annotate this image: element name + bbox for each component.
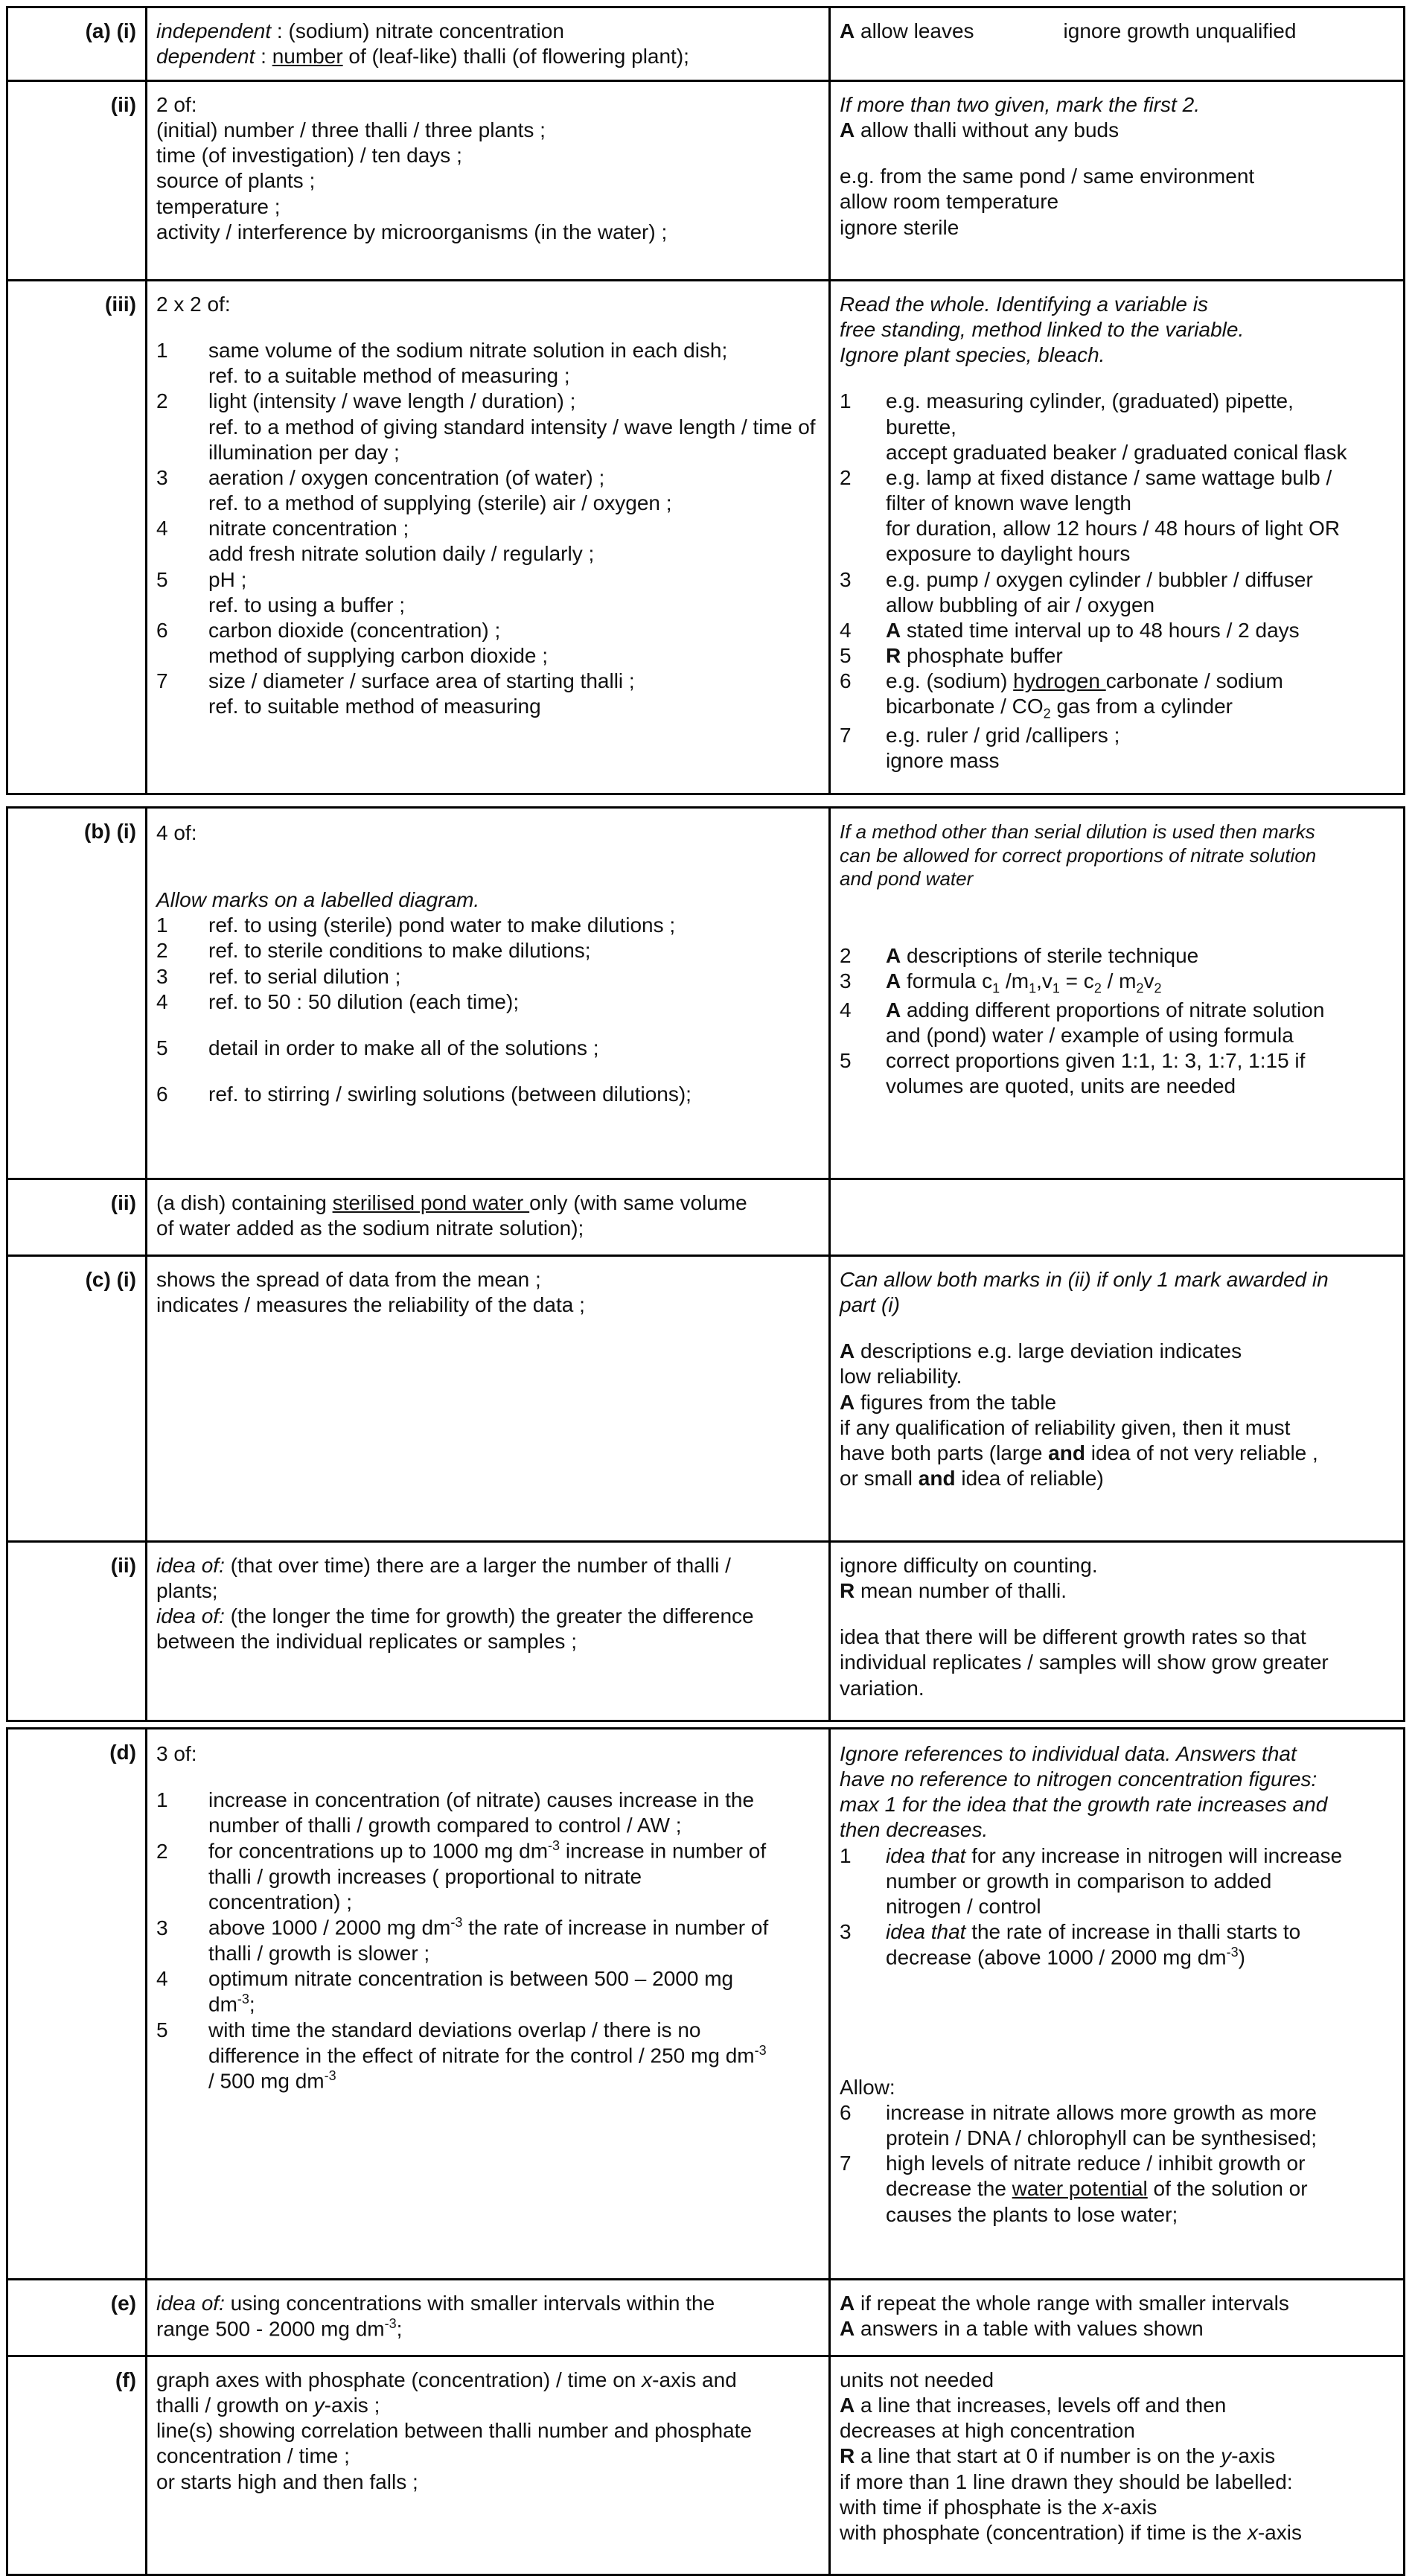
guidance-cell: Ignore references to individual data. Answers that have no reference to nitrogen concentration figures: max 1 for the idea that the growth rate increases and then decreases. 1 idea that for any increase in nitrogen will increase number or growth in comparison to added nitrogen / control 3 idea that the rate of increase in thalli starts to decrease (above 1000 / 2000 mg $dm^{-3}$) Allow: 6 increase in nitrate allows more growth as more protein / DNA / chlorophyll can be synthesised; 7 high levels of nitrate reduce / inhibit growth or decrease the water potential of the solution or causes the plants to lose water; bbox=[840, 1742, 1343, 2226]
guidance-cell: Can allow both marks in (ii) if only 1 mark awarded in part (i) A descriptions e.g. large deviation indicates low reliability. A figures from the table if any qualification of reliability given, then it must have both parts (large and idea of not very reliable , or small and idea of reliable) bbox=[840, 1268, 1329, 1491]
question-label: (ii) bbox=[8, 1180, 147, 1254]
list-item: 2 ref. to sterile conditions to make dilutions; bbox=[156, 939, 591, 963]
mark-scheme-table-a bbox=[6, 6, 1405, 795]
guidance-cell: ignore difficulty on counting. R mean number of thalli. idea that there will be different growth rates so that individual replicates / samples will show grow greater variation. bbox=[840, 1554, 1329, 1700]
row-e bbox=[8, 2278, 1403, 2355]
list-item: 2 light (intensity / wave length / duration) ; bbox=[156, 389, 576, 413]
question-label: (b) (i) bbox=[8, 809, 147, 1178]
guidance-cell: Read the whole. Identifying a variable is free standing, method linked to the variable. Ignore plant species, bleach. 1 e.g. measuring cylinder, (graduated) pipette, burette, accept graduated beaker / graduated conical flask 2 e.g. lamp at fixed distance / same wattage bulb / filter of known wave length for duration, allow 12 hours / 48 hours of light OR exposure to daylight hours 3 e.g. pump / oxygen cylinder / bubbler / diffuser allow bubbling of air / oxygen 4 A stated time interval up to 48 hours / 2 days 5 R phosphate buffer 6 e.g. (sodium) hydrogen carbonate / sodium bicarbonate / $CO_2$ gas from a cylinder 7 e.g. ruler / grid /callipers ; ignore mass bbox=[840, 293, 1347, 773]
question-label: (c) (i) bbox=[8, 1257, 147, 1540]
mark-scheme-table-def bbox=[6, 1727, 1405, 2576]
row-a-iii bbox=[8, 279, 1403, 793]
row-c-ii bbox=[8, 1540, 1403, 1720]
answer-cell: 3 of: 1 increase in concentration (of nitrate) causes increase in the number of thalli / growth compared to control / AW ; 2 for concentrations up to 1000 mg $dm^{-3}$ increase in number of thalli / growth increases ( proportional to nitrate concentration) ; 3 above 1000 / 2000 mg $dm^{-3}$ the rate of increase in number of thalli / growth is slower ; 4 optimum nitrate concentration is between 500 – 2000 mg $dm^{-3}$; 5 with time the standard deviations overlap / there is no difference in the effect of nitrate for the control / 250 mg $dm^{-3}$ / 500 mg $dm^{-3}$ bbox=[147, 1729, 831, 2278]
list-item: 3 ref. to serial dilution ; bbox=[156, 964, 401, 988]
row-d bbox=[8, 1729, 1403, 2278]
answer-cell: 2 x 2 of: 1 same volume of the sodium nitrate solution in each dish; ref. to a suitable method of measuring ; 2 light (intensity / wave length / duration) ; ref. to a method of giving standard intensity / wave length / time of illumination per day ; 3 aeration / oxygen concentration (of water) ; ref. to a method of supplying (sterile) air / oxygen ; 4 nitrate concentration ; add fresh nitrate solution daily / regularly ; 5 pH ; ref. to using a buffer ; 6 carbon dioxide (concentration) ; method of supplying carbon dioxide ; 7 size / diameter / surface area of starting thalli ; ref. to suitable method of measuring bbox=[147, 281, 831, 793]
answer-cell: independent : (sodium) nitrate concentration dependent : number of (leaf-like) thalli (of flowering plant); bbox=[147, 8, 831, 80]
guidance-cell: A allow leaves ignore growth unqualified bbox=[840, 19, 1297, 42]
question-label: (f) bbox=[8, 2357, 147, 2574]
question-label: (iii) bbox=[8, 281, 147, 793]
question-label: (ii) bbox=[8, 1543, 147, 1720]
row-a-i bbox=[8, 8, 1403, 80]
list-item: 5 detail in order to make all of the solutions ; bbox=[156, 1036, 599, 1059]
question-label: (e) bbox=[8, 2280, 147, 2355]
list-item: 7 size / diameter / surface area of starting thalli ; bbox=[156, 669, 635, 693]
list-item: 4 nitrate concentration ; bbox=[156, 517, 409, 541]
guidance-cell: If a method other than serial dilution is used then marks can be allowed for correct proportions of nitrate solution and pond water 2 A descriptions of sterile technique 3 A formula $c_1$ $/m_1,v_1 = c_2 / m_2v_2$ 4 A adding different proportions of nitrate solution and (pond) water / example of using formula 5 correct proportions given 1:1, 1: 3, 1:7, 1:15 if volumes are quoted, units are needed bbox=[840, 820, 1325, 1098]
list-item: 6 ref. to stirring / swirling solutions (between dilutions); bbox=[156, 1083, 691, 1106]
answer-cell: idea of: using concentrations with smaller intervals within the range 500 - 2000 mg $dm^{-3}$; bbox=[147, 2280, 831, 2355]
answer-cell: 4 of: Allow marks on a labelled diagram. 1 ref. to using (sterile) pond water to make dilutions ; 2 ref. to sterile conditions to make dilutions; 3 ref. to serial dilution ; 4 ref. to 50 : 50 dilution (each time); 5 detail in order to make all of the solutions ; 6 ref. to stirring / swirling solutions (between dilutions); bbox=[147, 809, 831, 1178]
question-label: (a) (i) bbox=[8, 8, 147, 80]
row-a-ii bbox=[8, 80, 1403, 279]
guidance-cell: units not needed A a line that increases, levels off and then decreases at high concentration R a line that start at 0 if number is on the y-axis if more than 1 line drawn they should be labelled: with time if phosphate is the x-axis with phosphate (concentration) if time is the x-axis bbox=[840, 2368, 1302, 2544]
guidance-cell: A if repeat the whole range with smaller intervals A answers in a table with values shown bbox=[840, 2292, 1289, 2341]
answer-cell: 2 of: (initial) number / three thalli / three plants ; time (of investigation) / ten days ; source of plants ; temperature ; activity / interference by microorganisms (in the water) ; bbox=[147, 82, 831, 279]
row-f bbox=[8, 2355, 1403, 2574]
list-item: 1 same volume of the sodium nitrate solution in each dish; bbox=[156, 339, 728, 363]
list-item: 5 pH ; bbox=[156, 567, 247, 591]
guidance-cell: If more than two given, mark the first 2. A allow thalli without any buds e.g. from the same pond / same environment allow room temperature ignore sterile bbox=[840, 93, 1255, 239]
row-c-i bbox=[8, 1254, 1403, 1540]
answer-cell: idea of: (that over time) there are a larger the number of thalli / plants; idea of: (the longer the time for growth) the greater the difference between the individual replicates or samples ; bbox=[147, 1543, 831, 1720]
list-item: 1 ref. to using (sterile) pond water to make dilutions ; bbox=[156, 914, 676, 937]
answer-cell: graph axes with phosphate (concentration) / time on x-axis and thalli / growth on y-axis ; line(s) showing correlation between thalli number and phosphate concentration / time ; or starts high and then falls ; bbox=[147, 2357, 831, 2574]
question-label: (ii) bbox=[8, 82, 147, 279]
list-item: 4 ref. to 50 : 50 dilution (each time); bbox=[156, 989, 520, 1013]
guidance-cell bbox=[831, 1180, 1403, 1254]
answer-cell: (a dish) containing sterilised pond water only (with same volume of water added as the sodium nitrate solution); bbox=[147, 1180, 831, 1254]
mark-scheme-table-bc bbox=[6, 806, 1405, 1722]
row-b-ii bbox=[8, 1178, 1403, 1254]
question-label: (d) bbox=[8, 1729, 147, 2278]
list-item: 3 aeration / oxygen concentration (of water) ; bbox=[156, 465, 605, 489]
list-item: 6 carbon dioxide (concentration) ; bbox=[156, 618, 501, 642]
answer-cell: shows the spread of data from the mean ; indicates / measures the reliability of the data ; bbox=[147, 1257, 831, 1540]
row-b-i bbox=[8, 809, 1403, 1178]
